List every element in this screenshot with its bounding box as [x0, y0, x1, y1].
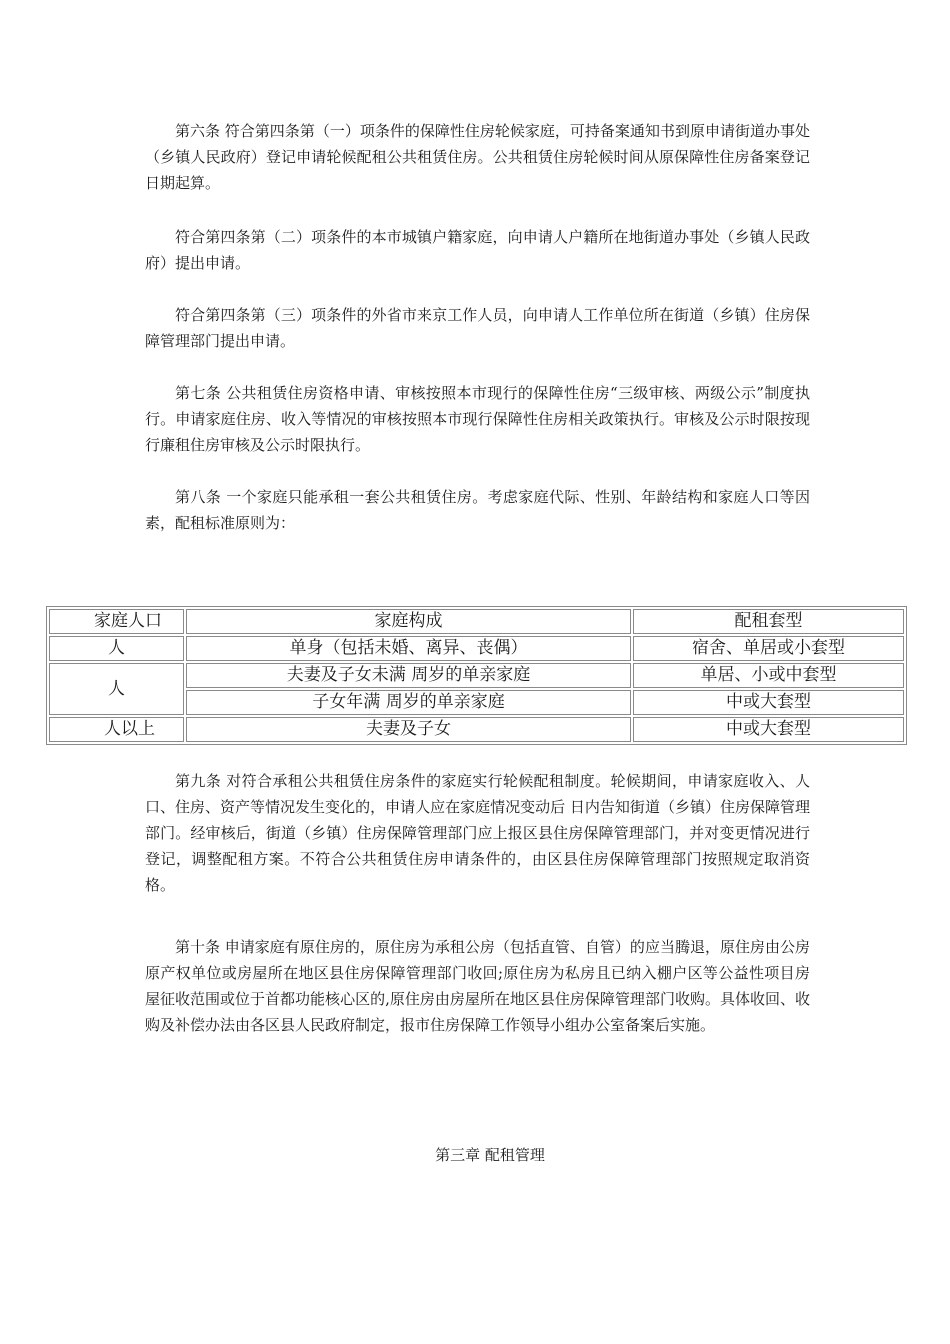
chapter-heading: 第三章 配租管理	[435, 1146, 545, 1164]
header-population: 家庭人口	[49, 609, 184, 634]
cell-type: 单居、小或中套型	[633, 663, 904, 688]
cell-composition: 子女年满 周岁的单亲家庭	[186, 690, 631, 715]
article-6-paragraph: 第六条 符合第四条第（一）项条件的保障性住房轮候家庭，可持备案通知书到原申请街道办事处（乡镇人民政府）登记申请轮候配租公共租赁住房。公共租赁住房轮候时间从原保障性住房备案登记日期起算。	[145, 122, 810, 192]
cell-population: 人	[49, 636, 184, 661]
header-composition: 家庭构成	[186, 609, 631, 634]
cell-type: 中或大套型	[633, 690, 904, 715]
article-6-clause-3-paragraph: 符合第四条第（三）项条件的外省市来京工作人员，向申请人工作单位所在街道（乡镇）住房保障管理部门提出申请。	[145, 306, 810, 350]
table-row	[49, 717, 904, 742]
table-header-row	[49, 609, 904, 634]
article-6-clause-2-paragraph: 符合第四条第（二）项条件的本市城镇户籍家庭，向申请人户籍所在地街道办事处（乡镇人民政府）提出申请。	[145, 228, 810, 272]
cell-composition: 夫妻及子女未满 周岁的单亲家庭	[186, 663, 631, 688]
article-9-paragraph: 第九条 对符合承租公共租赁住房条件的家庭实行轮候配租制度。轮候期间，申请家庭收入、人口、住房、资产等情况发生变化的，申请人应在家庭情况变动后 日内告知街道（乡镇）住房保障管理部门。经审核后，街道（乡镇）住房保障管理部门应上报区县住房保障管理部门，并对变更情况进行登记，调整配租方案。不符合公共租赁住房申请条件的，由区县住房保障管理部门按照规定取消资格。	[145, 772, 810, 894]
article-10-paragraph: 第十条 申请家庭有原住房的，原住房为承租公房（包括直管、自管）的应当腾退，原住房由公房原产权单位或房屋所在地区县住房保障管理部门收回;原住房为私房且已纳入棚户区等公益性项目房屋征收范围或位于首都功能核心区的,原住房由房屋所在地区县住房保障管理部门收购。具体收回、收购及补偿办法由各区县人民政府制定，报市住房保障工作领导小组办公室备案后实施。	[145, 938, 810, 1034]
table-row	[49, 663, 904, 688]
cell-composition: 单身（包括未婚、离异、丧偶）	[186, 636, 631, 661]
article-8-paragraph: 第八条 一个家庭只能承租一套公共租赁住房。考虑家庭代际、性别、年龄结构和家庭人口等因素，配租标准原则为：	[145, 488, 810, 532]
rental-standard-table	[46, 606, 907, 745]
cell-type: 中或大套型	[633, 717, 904, 742]
header-type: 配租套型	[633, 609, 904, 634]
article-7-paragraph: 第七条 公共租赁住房资格申请、审核按照本市现行的保障性住房“三级审核、两级公示”制度执行。申请家庭住房、收入等情况的审核按照本市现行保障性住房相关政策执行。审核及公示时限按现行廉租住房审核及公示时限执行。	[145, 384, 810, 454]
cell-population: 人以上	[49, 717, 184, 742]
cell-population: 人	[49, 663, 184, 715]
table-row	[49, 636, 904, 661]
cell-composition: 夫妻及子女	[186, 717, 631, 742]
cell-type: 宿舍、单居或小套型	[633, 636, 904, 661]
